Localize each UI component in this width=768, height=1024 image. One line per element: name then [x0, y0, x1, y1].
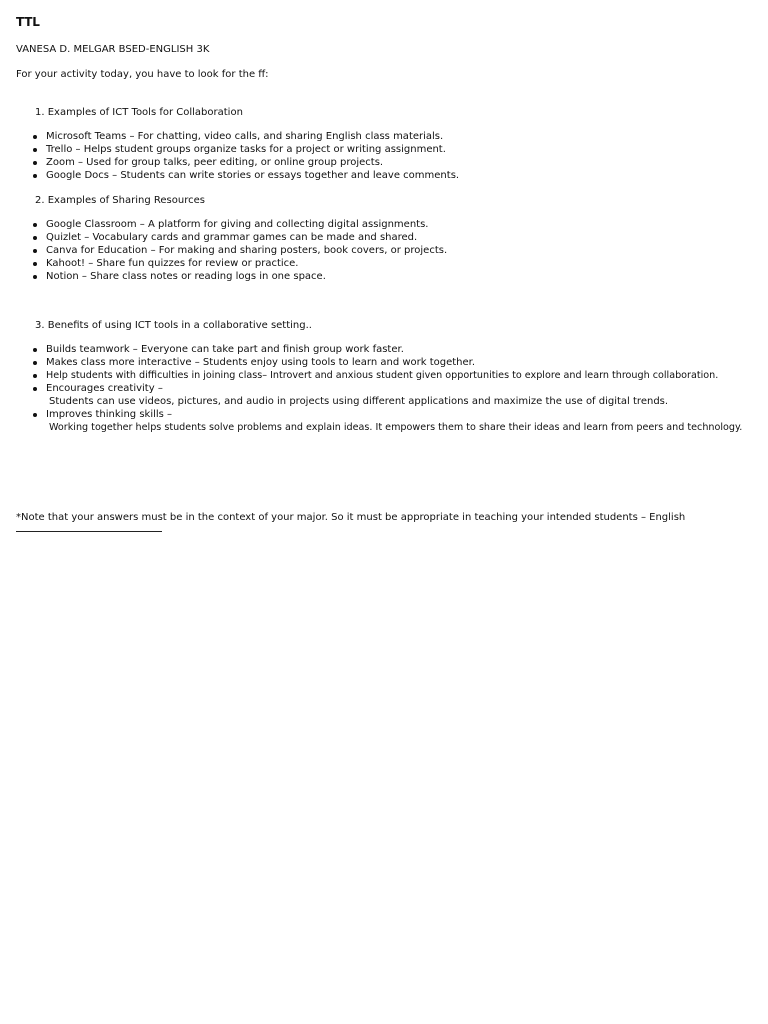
list-item: Help students with difficulties in joining class– Introvert and anxious student given opportunities to explore and learn through collaboration. — [0, 369, 718, 382]
section2-list — [0, 218, 447, 283]
list-item: Builds teamwork – Everyone can take part and finish group work faster. — [0, 343, 718, 356]
bullet-icon — [33, 275, 37, 279]
bullet-icon — [33, 148, 37, 152]
list-item: Microsoft Teams – For chatting, video calls, and sharing English class materials. — [0, 130, 459, 143]
bullet-icon — [33, 262, 37, 266]
list-item: Encourages creativity – — [0, 382, 718, 395]
note-text: *Note that your answers must be in the context of your major. So it must be appropriate in teaching your intended students – English — [16, 512, 686, 523]
bullet-icon — [33, 374, 37, 378]
section3-heading: 3. Benefits of using ICT tools in a collaborative setting.. — [35, 320, 312, 331]
creativity-detail: Students can use videos, pictures, and audio in projects using different applications and maximize the use of digital trends. — [49, 396, 669, 407]
bullet-icon — [33, 161, 37, 165]
section3-list-continued — [0, 408, 172, 421]
author-line: VANESA D. MELGAR BSED-ENGLISH 3K — [16, 44, 210, 55]
section3-list — [0, 343, 718, 395]
section1-list — [0, 130, 459, 182]
bullet-icon — [33, 413, 37, 417]
list-item: Google Classroom – A platform for giving and collecting digital assignments. — [0, 218, 447, 231]
list-item: Kahoot! – Share fun quizzes for review or practice. — [0, 257, 447, 270]
list-item: Trello – Helps student groups organize tasks for a project or writing assignment. — [0, 143, 459, 156]
thinking-skills-detail: Working together helps students solve problems and explain ideas. It empowers them to share their ideas and learn from peers and technology. — [49, 422, 743, 433]
bullet-icon — [33, 387, 37, 391]
document-title: TTL — [16, 15, 40, 29]
note-underline — [16, 531, 162, 532]
list-item: Quizlet – Vocabulary cards and grammar games can be made and shared. — [0, 231, 447, 244]
list-item: Zoom – Used for group talks, peer editing, or online group projects. — [0, 156, 459, 169]
bullet-icon — [33, 135, 37, 139]
bullet-icon — [33, 174, 37, 178]
bullet-icon — [33, 236, 37, 240]
intro-text: For your activity today, you have to look for the ff: — [16, 69, 269, 80]
bullet-icon — [33, 223, 37, 227]
section1-heading: 1. Examples of ICT Tools for Collaboration — [35, 107, 243, 118]
list-item: Canva for Education – For making and sharing posters, book covers, or projects. — [0, 244, 447, 257]
section2-heading: 2. Examples of Sharing Resources — [35, 195, 205, 206]
bullet-icon — [33, 348, 37, 352]
list-item: Notion – Share class notes or reading logs in one space. — [0, 270, 447, 283]
bullet-icon — [33, 361, 37, 365]
list-item: Google Docs – Students can write stories or essays together and leave comments. — [0, 169, 459, 182]
bullet-icon — [33, 249, 37, 253]
list-item: Makes class more interactive – Students enjoy using tools to learn and work together. — [0, 356, 718, 369]
list-item: Improves thinking skills – — [0, 408, 172, 421]
